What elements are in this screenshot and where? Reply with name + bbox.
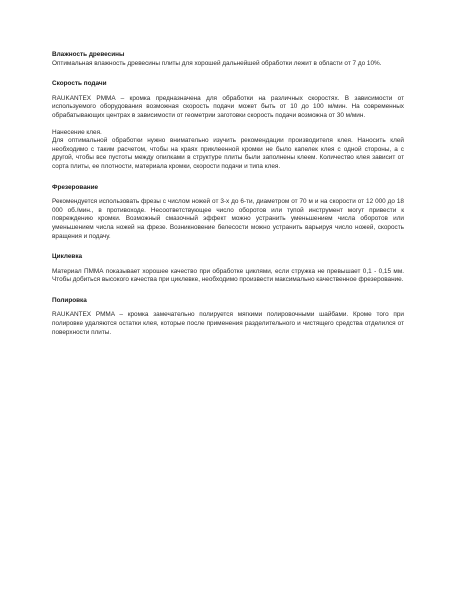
section-wood-moisture	[52, 51, 404, 68]
document-body	[52, 51, 404, 337]
paragraph: Рекомендуется использовать фрезы с числом ножей от 3-х до 6-ти, диаметром от 70 м и на скорости от 12 000 до 18 000 об./мин., в противоходе. Несоответствующее число оборотов или тупой инструмент могут привести к повреждению кромки. Возможный смазочный эффект можно устранить уменьшением числа оборотов или уменьшением числа ножей на фрезе. Возникновение белесости можно устранить варьируя число ножей, скорость вращения и подачу.	[52, 198, 404, 240]
section-heading: Скорость подачи	[52, 80, 107, 88]
paragraph: Оптимальная влажность древесины плиты для хорошей дальнейшей обработки лежит в области от 7 до 10%.	[52, 59, 382, 67]
section-scraping	[52, 253, 404, 285]
section-heading: Влажность древесины	[52, 51, 125, 58]
paragraph: RAUKANTEX PMMA – кромка предназначена для обработки на различных скоростях. В зависимости от используемого оборудования возможная скорость подачи может быть от 10 до 100 м/мин. На современных обрабатывающих центрах в зависимости от геометрии заготовки скорость подачи возможна от 30 м/мин.	[52, 94, 404, 119]
section-polishing	[52, 297, 404, 337]
paragraph: Материал ПММА показывает хорошее качество при обработке циклями, если стружка не превышает 0,1 - 0,15 мм. Чтобы добиться высокого качества при циклевке, необходимо произвести максимально качественное фрезерование.	[52, 267, 404, 284]
section-milling	[52, 184, 404, 242]
paragraph: Для оптимальной обработки нужно внимательно изучить рекомендации производителя клея. Наносить клей необходимо с таким расчетом, чтобы на краях приклеенной кромки не было капелек клея с одной стороны, а с другой, чтобы все пустоты между опилками в структуре плиты были заполнены клеем. Количество клея зависит от сорта плиты, ее плотности, материала кромки, скорости подачи и типа клея.	[52, 137, 404, 170]
section-feed-speed	[52, 80, 404, 171]
section-heading: Полировка	[52, 296, 87, 304]
subheading-glue-application: Нанесение клея.	[52, 128, 102, 136]
paragraph: RAUKANTEX PMMA – кромка замечательно полируется мягкими полировочными шайбами. Кроме того при полировке удаляются остатки клея, которые после применения разделительного и чистящего средства отделился от поверхности плиты.	[52, 311, 404, 336]
section-heading: Циклевка	[52, 253, 83, 261]
section-heading: Фрезерование	[52, 183, 99, 191]
